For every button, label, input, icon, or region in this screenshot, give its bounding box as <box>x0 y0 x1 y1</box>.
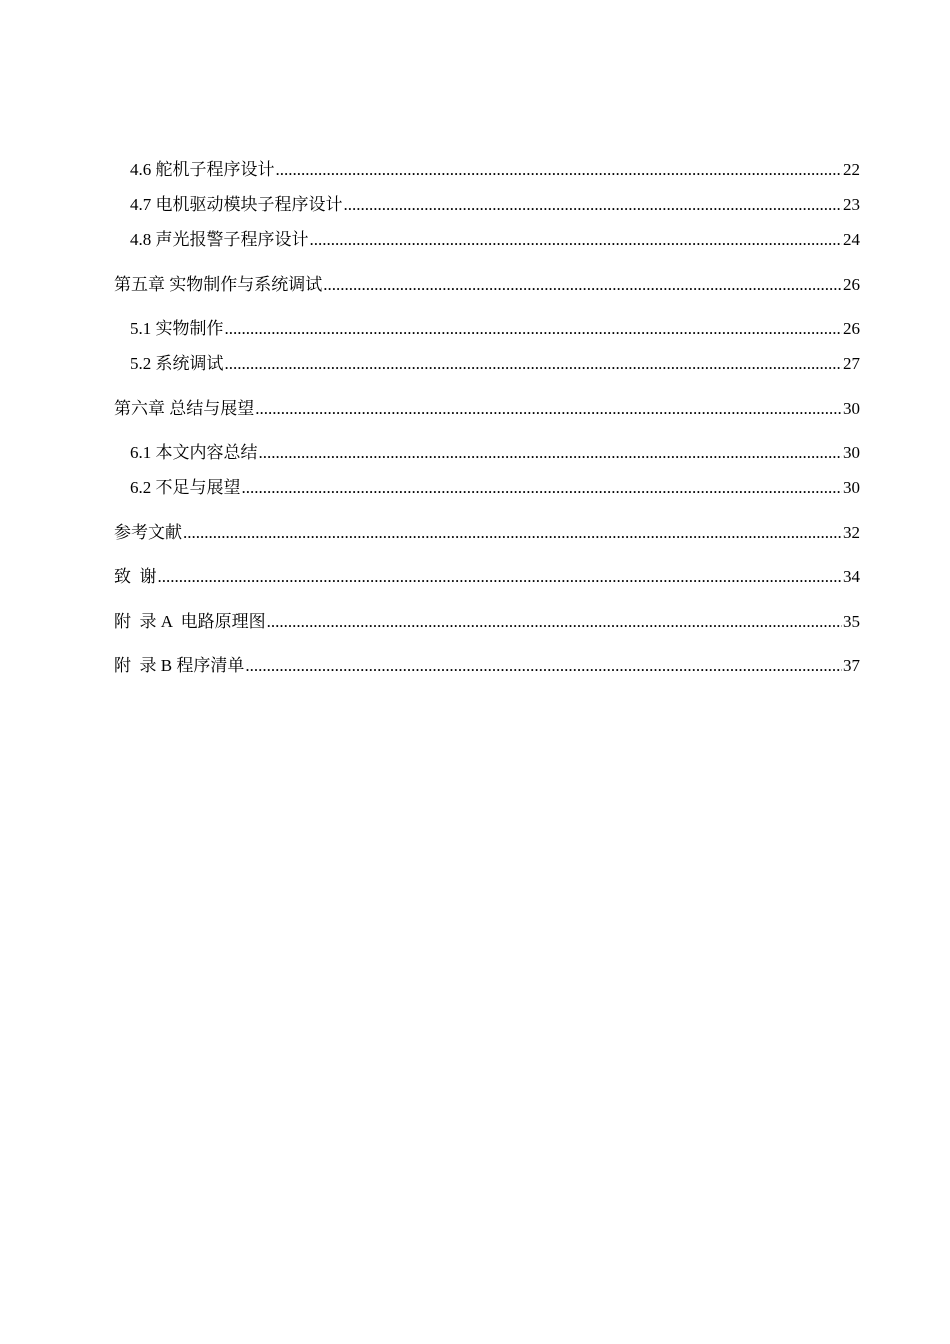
toc-entry-page: 27 <box>843 354 860 373</box>
toc-dot-leader <box>255 397 842 421</box>
toc-entry-page: 22 <box>843 160 860 179</box>
toc-entry-title: 4.8 声光报警子程序设计 <box>130 230 309 249</box>
toc-entry-page: 26 <box>843 275 860 294</box>
toc-entry-appendix-a[interactable] <box>114 610 860 634</box>
table-of-contents <box>114 158 860 678</box>
toc-entry-page: 30 <box>843 478 860 497</box>
toc-dot-leader <box>310 228 843 252</box>
toc-entry-5-2[interactable] <box>114 352 860 376</box>
toc-entry-title: 第六章 总结与展望 <box>114 399 255 418</box>
toc-entry-title: 4.6 舵机子程序设计 <box>130 160 275 179</box>
toc-entry-6-1[interactable] <box>114 441 860 465</box>
toc-dot-leader <box>183 521 842 545</box>
toc-dot-leader <box>242 476 843 500</box>
toc-entry-4-7[interactable] <box>114 193 860 217</box>
toc-entry-appendix-b[interactable] <box>114 654 860 678</box>
toc-entry-chapter-5[interactable] <box>114 273 860 297</box>
toc-entry-acknowledgements[interactable] <box>114 565 860 589</box>
toc-entry-page: 26 <box>843 319 860 338</box>
toc-entry-title: 附 录 B 程序清单 <box>114 656 245 675</box>
toc-entry-title: 第五章 实物制作与系统调试 <box>114 275 323 294</box>
toc-dot-leader <box>344 193 843 217</box>
toc-entry-references[interactable] <box>114 521 860 545</box>
toc-dot-leader <box>225 352 843 376</box>
toc-entry-chapter-6[interactable] <box>114 397 860 421</box>
toc-entry-title: 6.2 不足与展望 <box>130 478 241 497</box>
toc-entry-title: 6.1 本文内容总结 <box>130 443 258 462</box>
toc-entry-title: 附 录 A 电路原理图 <box>114 612 266 631</box>
toc-entry-6-2[interactable] <box>114 476 860 500</box>
toc-dot-leader <box>158 565 843 589</box>
toc-entry-page: 24 <box>843 230 860 249</box>
toc-entry-title: 参考文献 <box>114 523 182 542</box>
toc-entry-page: 32 <box>843 523 860 542</box>
toc-dot-leader <box>245 654 842 678</box>
toc-entry-5-1[interactable] <box>114 317 860 341</box>
toc-entry-page: 30 <box>843 399 860 418</box>
toc-dot-leader <box>267 610 842 634</box>
toc-entry-page: 30 <box>843 443 860 462</box>
toc-entry-4-6[interactable] <box>114 158 860 182</box>
toc-entry-4-8[interactable] <box>114 228 860 252</box>
toc-entry-title: 5.1 实物制作 <box>130 319 224 338</box>
toc-entry-title: 致 谢 <box>114 567 157 586</box>
toc-entry-page: 34 <box>843 567 860 586</box>
toc-entry-page: 35 <box>843 612 860 631</box>
toc-dot-leader <box>323 273 842 297</box>
toc-entry-title: 5.2 系统调试 <box>130 354 224 373</box>
toc-dot-leader <box>276 158 843 182</box>
toc-dot-leader <box>225 317 843 341</box>
toc-entry-page: 37 <box>843 656 860 675</box>
toc-dot-leader <box>259 441 843 465</box>
toc-entry-page: 23 <box>843 195 860 214</box>
toc-entry-title: 4.7 电机驱动模块子程序设计 <box>130 195 343 214</box>
